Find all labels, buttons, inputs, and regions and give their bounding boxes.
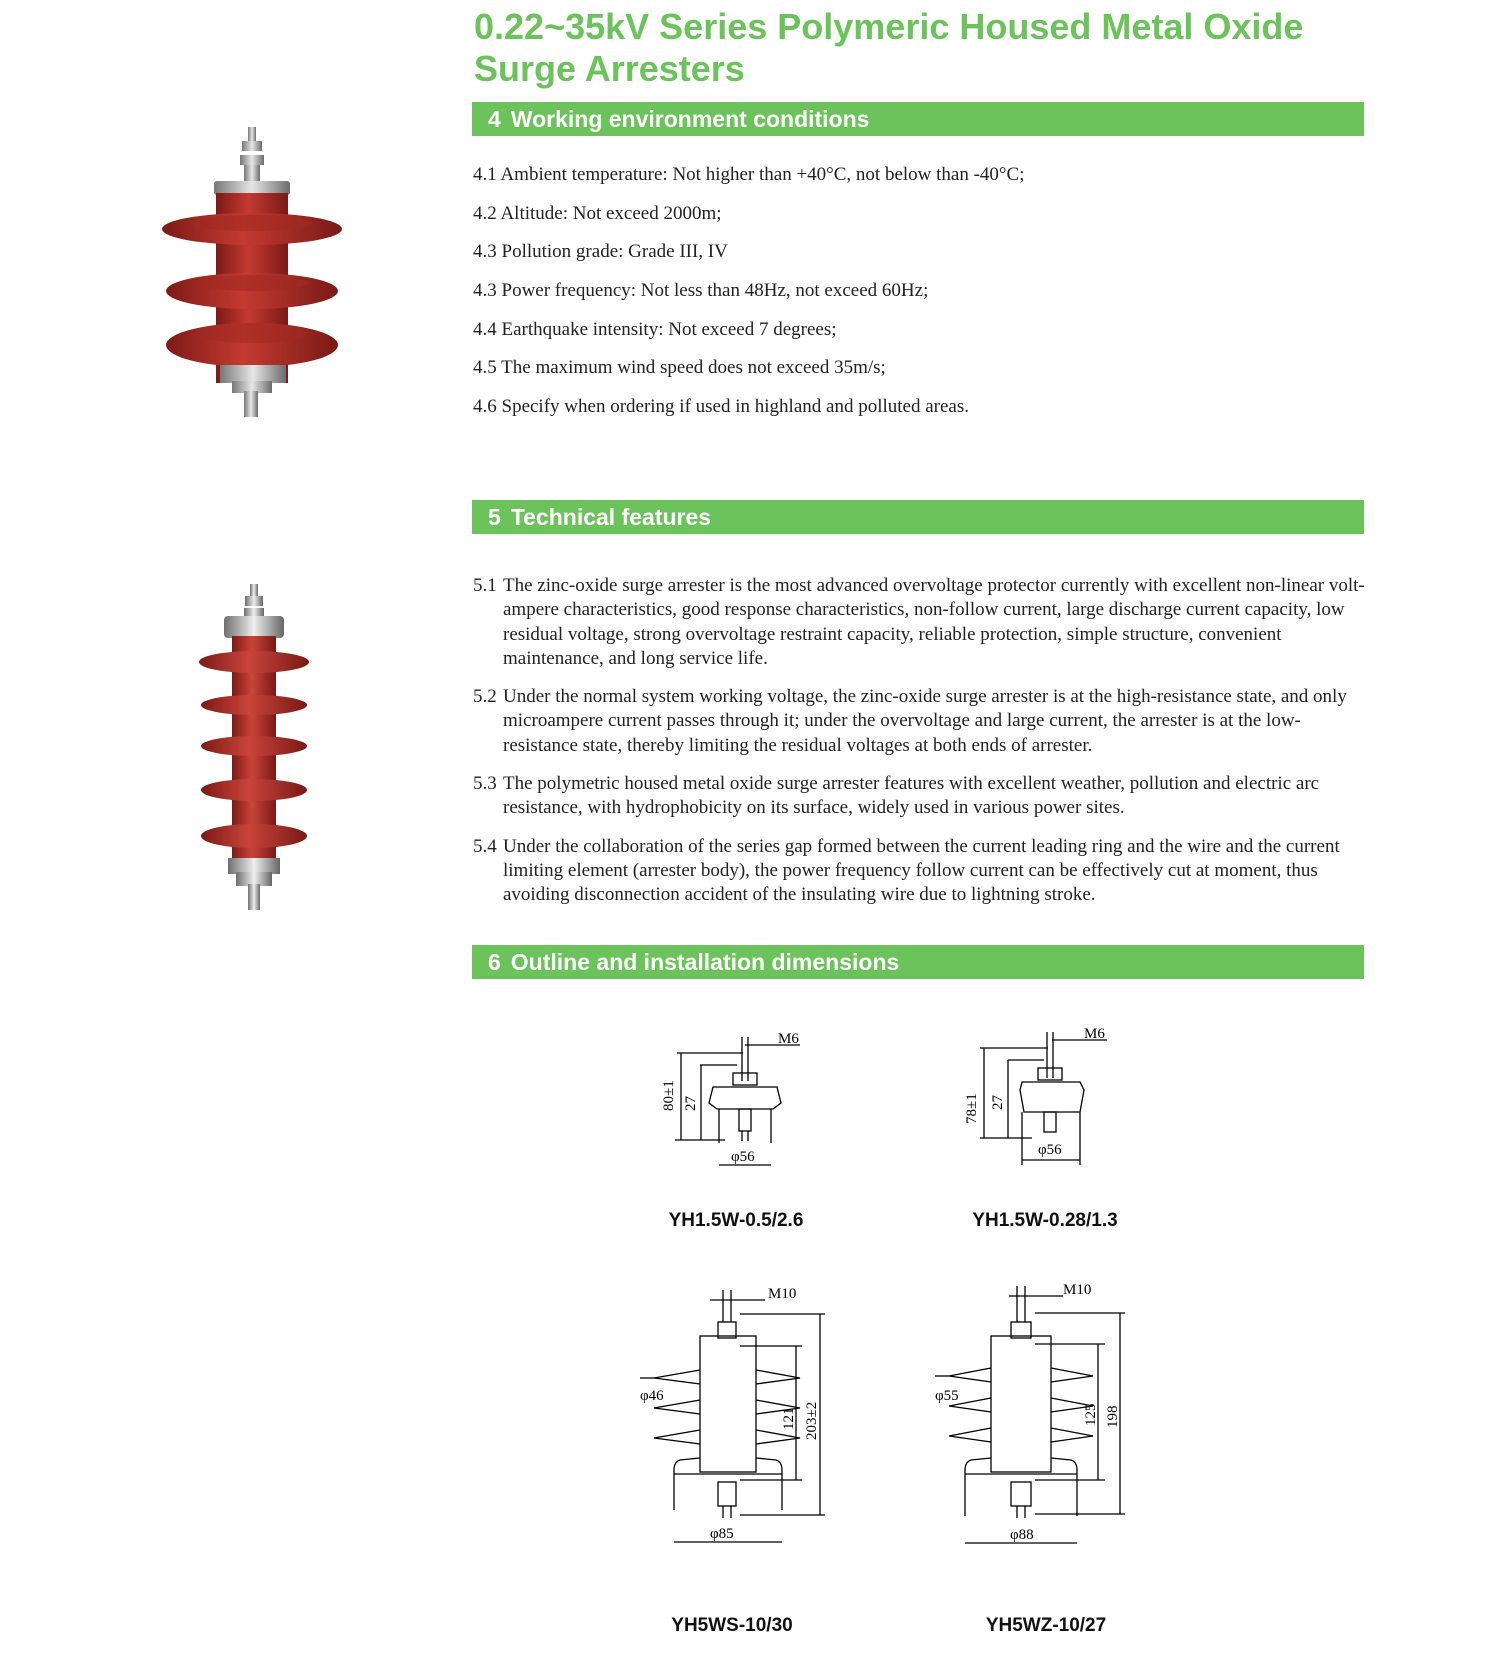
diameter-label: φ56 (731, 1149, 755, 1165)
thread-label: M6 (1084, 1026, 1105, 1042)
item-text: The zinc-oxide surge arrester is the most advanced overvoltage protector currently with excellent non-linear volt-ampere characteristics, good response characteristics, non-follow current, large discharge current capacity, low residual voltage, strong overvoltage restraint capacity, reliable protection, simple structure, convenient maintenance, and long service life. (503, 575, 1365, 669)
list-item: 4.4 Earthquake intensity: Not exceed 7 degrees; (473, 318, 837, 340)
item-text: Under the collaboration of the series gap formed between the current leading ring and the wire and the current limiting element (arrester body), the power frequency follow current can be effectively cut at moment, thus avoiding disconnection accident of the insulating wire due to lightning stroke. (503, 835, 1340, 906)
section-5-header (472, 500, 1364, 534)
list-item: 4.5 The maximum wind speed does not exceed 35m/s; (473, 357, 886, 379)
thread-label: M6 (778, 1031, 799, 1047)
item-number: 5.1 (473, 575, 497, 596)
model-caption: YH1.5W-0.5/2.6 (668, 1210, 804, 1231)
section-number: 4 (488, 106, 501, 132)
technical-features-list (473, 574, 1368, 922)
list-item: 4.3 Pollution grade: Grade III, IV (473, 241, 728, 263)
diameter-label: φ56 (1038, 1142, 1062, 1158)
item-number: 5.4 (473, 835, 497, 857)
arrester-photo-short (160, 125, 360, 420)
shed-label: φ55 (935, 1388, 959, 1404)
title-line-1: 0.22~35kV Series Polymeric Housed Metal Oxide (474, 6, 1304, 47)
section-heading: Outline and installation dimensions (510, 949, 900, 975)
thread-label: M10 (1063, 1282, 1092, 1298)
list-item (473, 835, 1368, 908)
item-number: 5.2 (473, 686, 497, 708)
page-title (474, 6, 1374, 90)
section-number: 6 (488, 949, 501, 975)
inner-label: 27 (683, 1096, 699, 1111)
section-heading: Technical features (510, 504, 712, 530)
height-label: 203±2 (804, 1401, 820, 1440)
list-item (473, 772, 1368, 821)
dimension-drawing-1 (655, 1025, 815, 1170)
list-item: 4.1 Ambient temperature: Not higher than +40°C, not below than -40°C; (473, 164, 1025, 185)
list-item (473, 685, 1368, 758)
section-4-header (472, 102, 1364, 136)
model-caption: YH5WS-10/30 (671, 1615, 793, 1636)
title-line-2: Surge Arresters (474, 48, 745, 89)
model-caption: YH5WZ-10/27 (985, 1615, 1107, 1636)
item-text: The polymetric housed metal oxide surge arrester features with excellent weather, pollution and electric arc resistance, with hydrophobicity on its surface, widely used in various power sites. (503, 773, 1320, 819)
height-label: 80±1 (661, 1080, 677, 1111)
shed-label: φ46 (640, 1388, 664, 1404)
section-heading: Working environment conditions (510, 106, 870, 132)
list-item (473, 574, 1368, 671)
list-item: 4.6 Specify when ordering if used in highland and polluted areas. (473, 396, 969, 418)
inner-label: 27 (990, 1095, 1006, 1110)
thread-label: M10 (768, 1286, 797, 1302)
list-item: 4.2 Altitude: Not exceed 2000m; (473, 202, 722, 224)
model-caption: YH1.5W-0.28/1.3 (972, 1210, 1118, 1231)
section-number: 5 (488, 504, 501, 530)
diameter-label: φ88 (1010, 1527, 1034, 1543)
dimension-drawing-2 (962, 1020, 1122, 1170)
diameter-label: φ85 (710, 1526, 734, 1542)
inner-label: 125 (1083, 1403, 1099, 1426)
section-6-header (472, 945, 1364, 979)
environment-conditions-list (473, 164, 1373, 435)
dimension-drawing-3 (640, 1280, 840, 1560)
item-number: 5.3 (473, 773, 497, 795)
list-item: 4.3 Power frequency: Not less than 48Hz, not exceed 60Hz; (473, 280, 929, 302)
item-text: Under the normal system working voltage, the zinc-oxide surge arrester is at the high-resistance state, and only microampere current passes through it; under the overvoltage and large current, the arrester is at the low-resistance state, thereby limiting the residual voltages at both ends of arrester. (503, 686, 1347, 756)
inner-label: 121 (781, 1407, 797, 1430)
height-label: 78±1 (964, 1093, 980, 1124)
dimension-drawing-4 (935, 1278, 1135, 1560)
arrester-photo-tall (190, 580, 320, 915)
height-label: 198 (1105, 1405, 1121, 1428)
